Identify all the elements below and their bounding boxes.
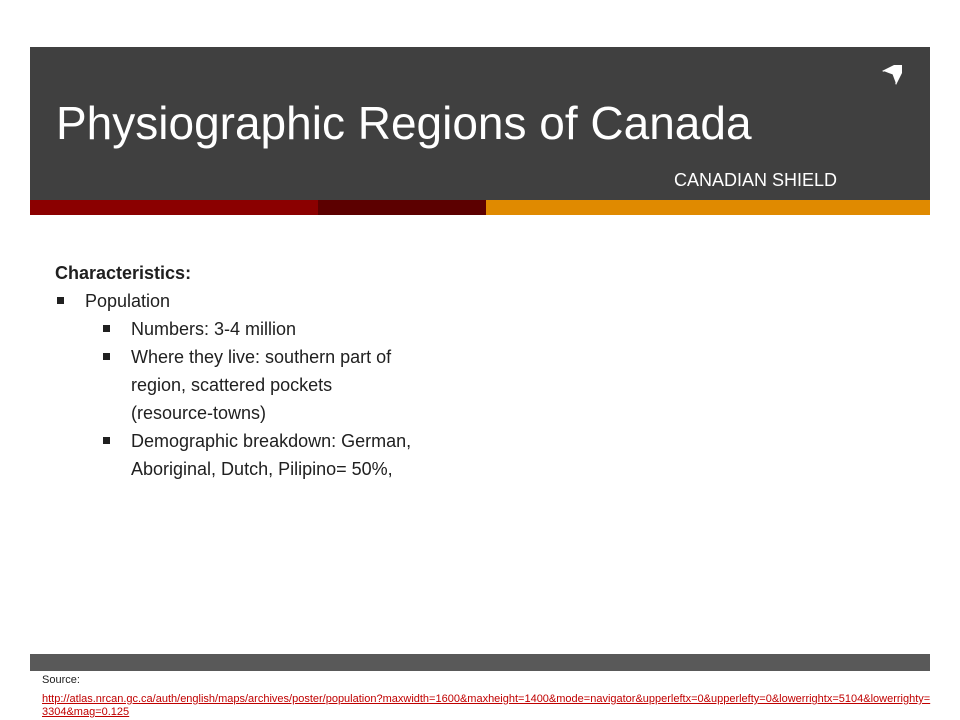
accent-bar-red xyxy=(30,200,318,215)
bullet-square-icon xyxy=(103,353,110,360)
sub-bullet-item xyxy=(55,315,415,343)
sub-bullet-label: Demographic breakdown: German, Aboriginal, Dutch, Pilipino= 50%, xyxy=(131,431,412,479)
page-title: Physiographic Regions of Canada xyxy=(56,97,752,149)
footer-bar xyxy=(30,654,930,671)
header-banner xyxy=(30,47,930,200)
bullet-square-icon xyxy=(57,297,64,304)
source-label: Source: xyxy=(42,674,80,686)
sub-bullet-item xyxy=(55,343,415,427)
source-link[interactable]: http://atlas.nrcan.gc.ca/auth/english/maps/archives/poster/population?maxwidth=1600&maxheight=1400&mode=navigator&upperleftx=0&upperlefty=0&lowerrightx=5104&lowerrighty=3304&mag=0.125 xyxy=(42,693,931,718)
bullet-label: Population xyxy=(85,291,171,311)
source-citation xyxy=(42,674,934,719)
sub-bullet-label: Where they live: southern part of region, scattered pockets (resource-towns) xyxy=(131,347,392,423)
accent-bar-dark-red xyxy=(318,200,486,215)
bullet-item xyxy=(55,287,415,315)
bullet-square-icon xyxy=(103,437,110,444)
content-body xyxy=(55,259,415,483)
sub-bullet-label: Numbers: 3-4 million xyxy=(131,319,297,339)
page-subtitle: CANADIAN SHIELD xyxy=(674,170,838,190)
sub-bullet-item xyxy=(55,427,415,483)
bullet-square-icon xyxy=(103,325,110,332)
accent-bar-orange xyxy=(486,200,930,215)
characteristics-heading: Characteristics: xyxy=(55,263,192,283)
nav-arrow-icon[interactable] xyxy=(878,61,906,89)
